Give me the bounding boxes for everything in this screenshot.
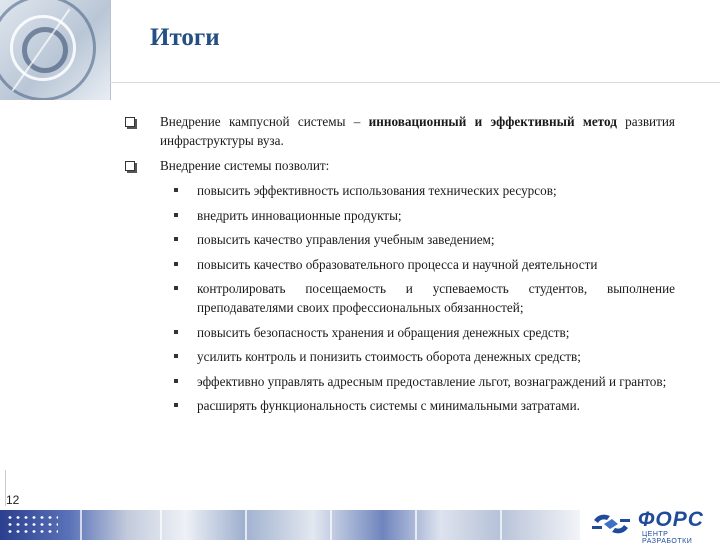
page-number: 12 (6, 493, 20, 507)
sub-item-text: повысить качество образовательного процесса и научной деятельности (197, 256, 598, 272)
brand-name: ФОРС (638, 508, 704, 531)
sub-list-item (125, 279, 675, 317)
sub-item-text: повысить эффективность использования технических ресурсов; (197, 183, 557, 198)
sub-list-item (125, 323, 675, 342)
square-bullet-icon (174, 237, 178, 241)
brand-tagline: ЦЕНТР РАЗРАБОТКИ (642, 531, 693, 545)
list-item (125, 112, 675, 150)
square-bullet-icon (174, 213, 178, 217)
sub-list-item (125, 347, 675, 366)
sub-list-item (125, 206, 675, 225)
sub-item-text: контролировать посещаемость и успеваемость студентов, выполнение преподавателями своих профессиональных обязанностей; (197, 281, 675, 315)
checkbox-square-icon (125, 117, 135, 127)
sub-list-item (125, 230, 675, 249)
footer-decorative-strip (0, 510, 580, 540)
sub-list-item (125, 396, 675, 415)
sub-list-item (125, 255, 675, 274)
sub-item-text: повысить качество управления учебным заведением; (197, 232, 495, 247)
slide-title: Итоги (150, 24, 220, 51)
square-bullet-icon (174, 354, 178, 358)
sub-item-text: эффективно управлять адресным предоставление льгот, вознаграждений и грантов; (197, 373, 667, 389)
sub-item-text: расширять функциональность системы с минимальными затратами. (197, 398, 580, 413)
fors-logo-mark (590, 510, 632, 538)
sub-list-item (125, 181, 675, 200)
sub-item-text: усилить контроль и понизить стоимость оборота денежных средств; (197, 349, 581, 364)
item-text: Внедрение системы позволит: (160, 158, 330, 173)
square-bullet-icon (174, 286, 178, 290)
header-decorative-graphic (0, 0, 110, 100)
sub-item-text: повысить безопасность хранения и обращения денежных средств; (197, 324, 570, 340)
header-divider-horizontal (110, 82, 720, 83)
item-text-bold: инновационный и эффективный метод (368, 114, 617, 129)
item-text-start: Внедрение кампусной системы – (160, 114, 369, 129)
checkbox-square-icon (125, 161, 135, 171)
header-divider-vertical (110, 0, 111, 100)
list-item (125, 156, 675, 175)
sub-item-text: внедрить инновационные продукты; (197, 207, 402, 223)
company-logo (590, 508, 718, 545)
sub-list-item (125, 372, 675, 391)
square-bullet-icon (174, 379, 178, 383)
item-text-end: развития инфраструктуры вуза. (160, 114, 676, 148)
square-bullet-icon (174, 330, 178, 334)
square-bullet-icon (174, 403, 178, 407)
square-bullet-icon (174, 262, 178, 266)
slide-content (125, 112, 675, 421)
square-bullet-icon (174, 188, 178, 192)
